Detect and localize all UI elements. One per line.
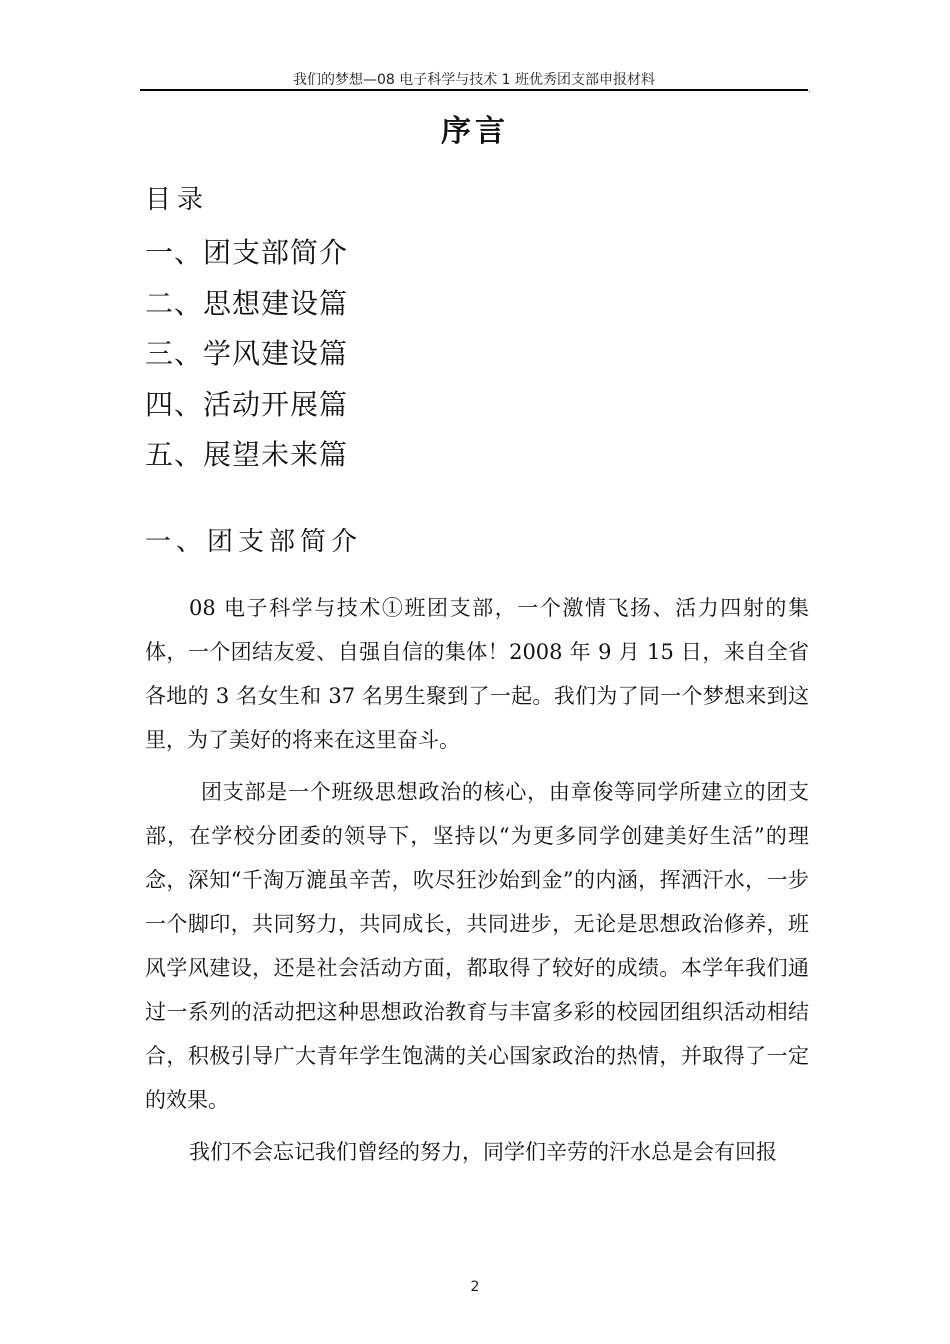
- toc-item: 三、学风建设篇: [145, 337, 349, 370]
- body-paragraph: 团支部是一个班级思想政治的核心，由章俊等同学所建立的团支部，在学校分团委的领导下，坚持以“为更多同学创建美好生活”的理念，深知“千淘万漉虽辛苦，吹尽狂沙始到金”的内涵，挥洒汗水，一步一个脚印，共同努力，共同成长，共同进步，无论是思想政治修养，班风学风建设，还是社会活动方面，都取得了较好的成绩。本学年我们通过一系列的活动把这种思想政治教育与丰富多彩的校园团组织活动相结合，积极引导广大青年学生饱满的关心国家政治的热情，并取得了一定的效果。: [145, 780, 809, 1112]
- running-header: 我们的梦想—08 电子科学与技术 1 班优秀团支部申报材料: [292, 72, 656, 88]
- section-body: [145, 586, 809, 1182]
- page-number: 2: [470, 1279, 480, 1295]
- page-title: 序言: [441, 114, 509, 149]
- toc-heading: 目录: [145, 185, 210, 215]
- section-heading: 一、团支部简介: [145, 527, 363, 557]
- table-of-contents: [145, 228, 348, 481]
- toc-item: 二、思想建设篇: [145, 286, 349, 320]
- body-paragraph: 08 电子科学与技术①班团支部，一个激情飞扬、活力四射的集体，一个团结友爱、自强自信的集体！2008 年 9 月 15 日，来自全省各地的 3 名女生和 37 名男生聚到了一起。我们为了同一个梦想来到这里，为了美好的将来在这里奋斗。: [145, 596, 809, 752]
- toc-item: 四、活动开展篇: [145, 387, 349, 421]
- header-divider: [140, 89, 808, 91]
- toc-item: 一、团支部简介: [145, 236, 349, 269]
- header-mark: .: [808, 84, 812, 95]
- body-paragraph: 我们不会忘记我们曾经的努力，同学们辛劳的汗水总是会有回报: [189, 1140, 777, 1164]
- toc-item: 五、展望未来篇: [145, 438, 349, 471]
